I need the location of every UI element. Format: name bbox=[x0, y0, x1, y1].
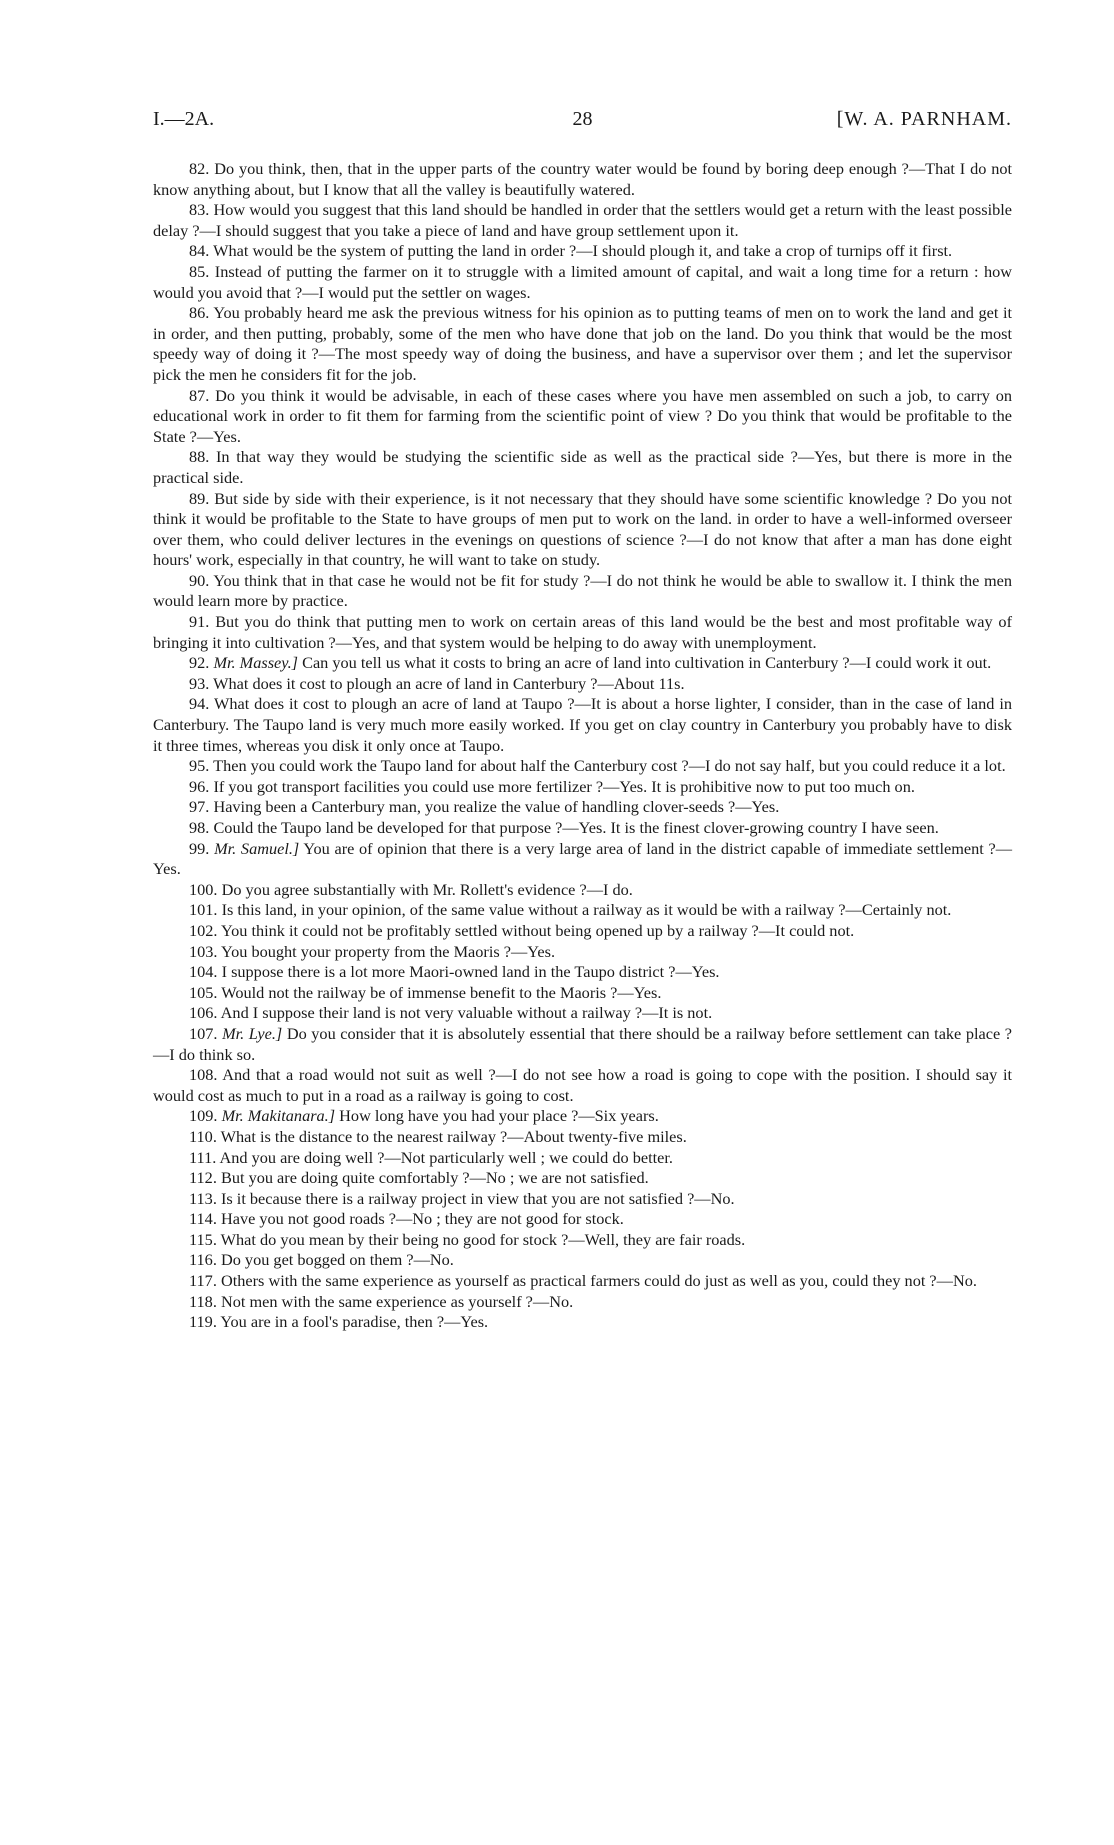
question-text: And I suppose their land is not very valuable without a railway ?—It is not. bbox=[220, 1003, 713, 1023]
question-text: And you are doing well ?—Not particularly well ; we could do better. bbox=[219, 1147, 673, 1167]
question-paragraph bbox=[153, 159, 1012, 200]
question-number: 105. bbox=[189, 982, 218, 1002]
question-paragraph bbox=[153, 653, 1012, 674]
question-number: 115. bbox=[189, 1229, 217, 1249]
question-text: Do you get bogged on them ?—No. bbox=[220, 1250, 454, 1270]
question-text: Instead of putting the farmer on it to struggle with a limited amount of capital, and wait a long time for a return : how would you avoid that ?—I would put the settler on wages. bbox=[153, 261, 1012, 302]
question-text: What does it cost to plough an acre of land at Taupo ?—It is about a horse lighter, I consider, than in the case of land in Canterbury. The Taupo land is very much more easily worked. If you get on clay country in Canterbury you probably have to disk it three times, whereas you disk it only once at Taupo. bbox=[153, 694, 1012, 755]
question-text: What do you mean by their being no good for stock ?—Well, they are fair roads. bbox=[220, 1229, 746, 1249]
witness-name: [W. A. PARNHAM. bbox=[836, 108, 1012, 130]
question-number: 111. bbox=[189, 1147, 217, 1167]
question-paragraph bbox=[153, 1106, 1012, 1127]
question-text: You probably heard me ask the previous witness for his opinion as to putting teams of men on to work the land and get it in order, and then putting, probably, some of the men who have done that job on the land. Do you think that would be the most speedy way of doing it ?—The most speedy way of doing the business, and have a supervisor over them ; and let the supervisor pick the men he considers fit for the job. bbox=[153, 303, 1013, 384]
question-paragraph bbox=[153, 777, 1012, 798]
question-paragraph bbox=[153, 241, 1012, 262]
question-number: 83. bbox=[189, 200, 210, 220]
question-text: If you got transport facilities you could use more fertilizer ?—Yes. It is prohibitive now to put too much on. bbox=[213, 776, 915, 796]
question-paragraph bbox=[153, 303, 1012, 385]
question-paragraph bbox=[153, 1065, 1012, 1106]
question-number: 100. bbox=[189, 879, 218, 899]
question-paragraph bbox=[153, 1292, 1012, 1313]
question-paragraph bbox=[153, 386, 1012, 448]
paper-reference: I.—2A. bbox=[153, 108, 215, 130]
question-paragraph bbox=[153, 1250, 1012, 1271]
question-paragraph bbox=[153, 962, 1012, 983]
question-paragraph bbox=[153, 900, 1012, 921]
question-paragraph bbox=[153, 1168, 1012, 1189]
question-number: 99. bbox=[189, 838, 210, 858]
question-number: 118. bbox=[189, 1291, 217, 1311]
question-text: Others with the same experience as yourself as practical farmers could do just as well as you, could they not ?—No. bbox=[220, 1271, 977, 1291]
question-paragraph bbox=[153, 612, 1012, 653]
testimony-body bbox=[153, 159, 1012, 1333]
question-paragraph bbox=[153, 880, 1012, 901]
question-text: Would not the railway be of immense benefit to the Maoris ?—Yes. bbox=[221, 982, 662, 1002]
question-number: 113. bbox=[189, 1188, 217, 1208]
question-text: You think it could not be profitably settled without being opened up by a railway ?—It could not. bbox=[220, 920, 855, 940]
question-paragraph bbox=[153, 921, 1012, 942]
question-paragraph bbox=[153, 818, 1012, 839]
question-text: Could the Taupo land be developed for that purpose ?—Yes. It is the finest clover-growing country I have seen. bbox=[213, 818, 939, 837]
question-paragraph bbox=[153, 839, 1012, 880]
question-paragraph bbox=[153, 1148, 1012, 1169]
question-text: What does it cost to plough an acre of land in Canterbury ?—About 11s. bbox=[213, 673, 685, 693]
question-text: You are in a fool's paradise, then ?—Yes. bbox=[220, 1312, 489, 1332]
question-text: Have you not good roads ?—No ; they are not good for stock. bbox=[220, 1209, 624, 1229]
question-number: 109. bbox=[189, 1106, 218, 1126]
question-text: In that way they would be studying the scientific side as well as the practical side ?—Yes, but there is more in the practical side. bbox=[153, 447, 1012, 487]
question-number: 96. bbox=[189, 776, 210, 796]
question-number: 110. bbox=[189, 1126, 217, 1146]
question-paragraph bbox=[153, 983, 1012, 1004]
question-number: 108. bbox=[189, 1065, 218, 1085]
question-text: Is this land, in your opinion, of the same value without a railway as it would be with a railway ?—Certainly not. bbox=[221, 900, 952, 920]
question-paragraph bbox=[153, 489, 1012, 571]
question-number: 92. bbox=[189, 653, 210, 673]
question-paragraph bbox=[153, 694, 1012, 756]
question-paragraph bbox=[153, 1127, 1012, 1148]
question-number: 84. bbox=[189, 241, 210, 261]
question-number: 90. bbox=[189, 570, 210, 590]
question-paragraph bbox=[153, 1230, 1012, 1251]
page-header bbox=[153, 108, 1012, 136]
question-paragraph bbox=[153, 262, 1012, 303]
question-paragraph bbox=[153, 1271, 1012, 1292]
question-text: Not men with the same experience as yourself ?—No. bbox=[220, 1291, 574, 1311]
question-text: But you are doing quite comfortably ?—No ; we are not satisfied. bbox=[220, 1168, 649, 1188]
question-paragraph bbox=[153, 1312, 1012, 1333]
question-text: Do you think, then, that in the upper parts of the country water would be found by boring deep enough ?—That I do not know anything about, but I know that all the valley is beautifully watered. bbox=[153, 159, 1013, 199]
question-number: 94. bbox=[189, 694, 210, 714]
question-number: 86. bbox=[189, 303, 210, 323]
question-number: 106. bbox=[189, 1003, 218, 1023]
speaker-name: Mr. Massey.] bbox=[213, 653, 299, 673]
question-number: 88. bbox=[189, 447, 210, 467]
question-text: But you do think that putting men to work on certain areas of this land would be the best and most profitable way of bringing it into cultivation ?—Yes, and that system would be helping to do away with unemployment. bbox=[153, 612, 1012, 652]
question-number: 112. bbox=[189, 1168, 217, 1188]
question-number: 119. bbox=[189, 1312, 217, 1332]
question-number: 82. bbox=[189, 159, 210, 178]
question-paragraph bbox=[153, 447, 1012, 488]
question-number: 117. bbox=[189, 1271, 217, 1291]
speaker-name: Mr. Samuel.] bbox=[214, 838, 300, 858]
question-paragraph bbox=[153, 1024, 1012, 1065]
question-number: 116. bbox=[189, 1250, 217, 1270]
question-number: 85. bbox=[189, 261, 210, 281]
speaker-name: Mr. Makitanara.] bbox=[221, 1106, 336, 1126]
question-paragraph bbox=[153, 571, 1012, 612]
question-number: 87. bbox=[189, 385, 210, 405]
question-text: You are of opinion that there is a very large area of land in the district capable of immediate settlement ?—Yes. bbox=[153, 838, 1012, 879]
question-paragraph bbox=[153, 797, 1012, 818]
question-number: 97. bbox=[189, 797, 210, 817]
page-number: 28 bbox=[572, 108, 593, 130]
question-text: Do you consider that it is absolutely essential that there should be a railway before settlement can take place ?—I do think so. bbox=[153, 1023, 1012, 1064]
question-text: But side by side with their experience, is it not necessary that they should have some scientific knowledge ? Do you not think it would be profitable to the State to have groups of men put to work on the land. in order to have a well-informed overseer over them, who could deliver lectures in the evenings on questions of science ?—I do not know that after a man has done eight hours' work, especially in that country, he will want to take on study. bbox=[153, 488, 1012, 570]
question-text: Having been a Canterbury man, you realize the value of handling clover-seeds ?—Yes. bbox=[213, 797, 780, 817]
question-number: 114. bbox=[189, 1209, 217, 1229]
question-paragraph bbox=[153, 756, 1012, 777]
speaker-name: Mr. Lye.] bbox=[222, 1023, 283, 1043]
question-number: 107. bbox=[189, 1023, 218, 1043]
question-text: Can you tell us what it costs to bring an acre of land into cultivation in Canterbury ?—I could work it out. bbox=[302, 653, 992, 673]
question-text: You think that in that case he would not be fit for study ?—I do not think he would be able to swallow it. I think the men would learn more by practice. bbox=[153, 570, 1012, 611]
question-number: 98. bbox=[189, 818, 210, 837]
question-text: How long have you had your place ?—Six years. bbox=[339, 1106, 659, 1126]
question-number: 93. bbox=[189, 673, 210, 693]
question-text: You bought your property from the Maoris ?—Yes. bbox=[220, 941, 556, 961]
question-paragraph bbox=[153, 942, 1012, 963]
question-text: Do you think it would be advisable, in each of these cases where you have men assembled on such a job, to carry on educational work in order to fit them for farming from the scientific point of view ? Do you think that would be profitable to the State ?—Yes. bbox=[153, 385, 1012, 446]
question-text: What would be the system of putting the land in order ?—I should plough it, and take a crop of turnips off it first. bbox=[213, 241, 953, 261]
question-number: 103. bbox=[189, 941, 218, 961]
question-paragraph bbox=[153, 1189, 1012, 1210]
question-text: Then you could work the Taupo land for about half the Canterbury cost ?—I do not say half, but you could reduce it a lot. bbox=[213, 756, 1006, 776]
question-text: Is it because there is a railway project in view that you are not satisfied ?—No. bbox=[220, 1188, 735, 1208]
question-text: I suppose there is a lot more Maori-owned land in the Taupo district ?—Yes. bbox=[221, 962, 720, 982]
question-number: 91. bbox=[189, 612, 210, 632]
question-paragraph bbox=[153, 1003, 1012, 1024]
question-number: 104. bbox=[189, 962, 218, 982]
question-text: How would you suggest that this land should be handled in order that the settlers would get a return with the least possible delay ?—I should suggest that you take a piece of land and have group settlement upon it. bbox=[153, 200, 1013, 240]
question-text: And that a road would not suit as well ?—I do not see how a road is going to cope with the position. I should say it would cost as much to put in a road as a railway is going to cost. bbox=[153, 1065, 1013, 1105]
question-paragraph bbox=[153, 200, 1012, 241]
question-number: 95. bbox=[189, 756, 210, 776]
question-paragraph bbox=[153, 1209, 1012, 1230]
question-number: 89. bbox=[189, 488, 210, 508]
question-number: 101. bbox=[189, 900, 218, 920]
question-number: 102. bbox=[189, 920, 218, 940]
question-text: Do you agree substantially with Mr. Rollett's evidence ?—I do. bbox=[221, 879, 633, 899]
question-text: What is the distance to the nearest railway ?—About twenty-five miles. bbox=[220, 1126, 687, 1146]
question-paragraph bbox=[153, 674, 1012, 695]
